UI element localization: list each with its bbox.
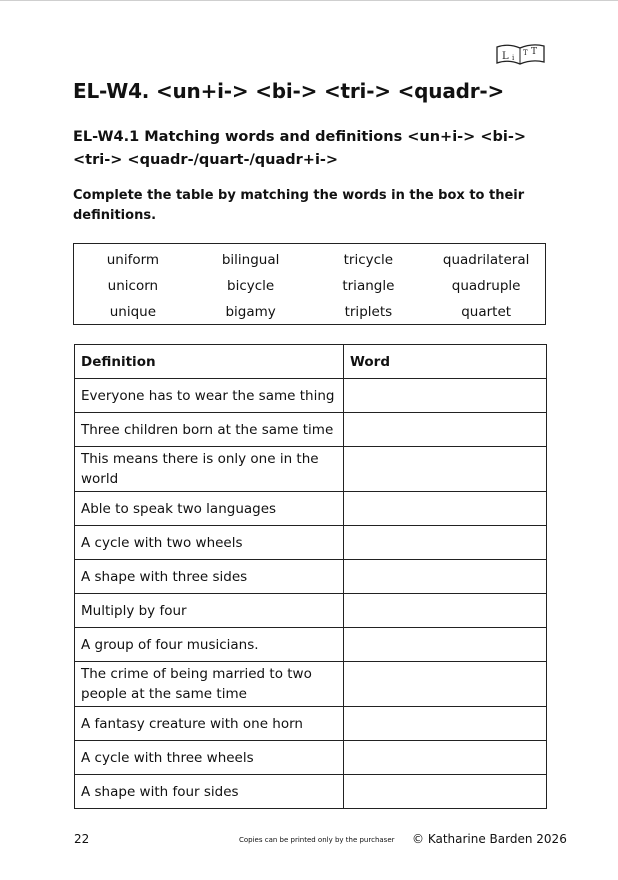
- table-header-row: [75, 345, 547, 379]
- definition-cell: Everyone has to wear the same thing: [75, 379, 344, 413]
- word-box-item: tricycle: [343, 252, 394, 268]
- definition-cell: Able to speak two languages: [75, 492, 344, 526]
- copyright-notice: © Katharine Barden 2026: [412, 832, 567, 846]
- page-title: EL-W4. <un+i-> <bi-> <tri-> <quadr->: [73, 79, 505, 103]
- svg-text:i: i: [512, 54, 515, 62]
- word-header: Word: [344, 345, 547, 379]
- word-answer-cell[interactable]: [344, 707, 547, 741]
- page-number: 22: [74, 832, 90, 846]
- word-box-item: unicorn: [107, 278, 159, 294]
- copy-notice: Copies can be printed only by the purchaser: [239, 836, 395, 844]
- definition-header: Definition: [75, 345, 344, 379]
- table-row: [75, 775, 547, 809]
- word-answer-cell[interactable]: [344, 413, 547, 447]
- table-row: [75, 413, 547, 447]
- table-row: [75, 526, 547, 560]
- instructions: Complete the table by matching the words in the box to their definitions.: [73, 188, 525, 223]
- table-row: [75, 707, 547, 741]
- word-box-item: quartet: [461, 304, 512, 320]
- svg-text:T: T: [523, 49, 528, 57]
- word-box-item: triangle: [342, 278, 395, 294]
- word-answer-cell[interactable]: [344, 741, 547, 775]
- word-answer-cell[interactable]: [344, 492, 547, 526]
- word-box-row: [74, 247, 545, 273]
- definition-cell: A cycle with three wheels: [75, 741, 344, 775]
- section-subtitle: EL-W4.1 Matching words and definitions <un+i-> <bi-> <tri-> <quadr-/quart-/quadr+i->: [73, 129, 527, 168]
- definition-cell: Three children born at the same time: [75, 413, 344, 447]
- word-answer-cell[interactable]: [344, 379, 547, 413]
- word-answer-cell[interactable]: [344, 594, 547, 628]
- word-box-item: unique: [109, 304, 157, 320]
- word-box-item: triplets: [344, 304, 393, 320]
- word-answer-cell[interactable]: [344, 628, 547, 662]
- word-box-item: bilingual: [221, 252, 280, 268]
- word-box-item: bigamy: [225, 304, 276, 320]
- table-row: [75, 492, 547, 526]
- definition-cell: A group of four musicians.: [75, 628, 344, 662]
- table-row: [75, 379, 547, 413]
- word-answer-cell[interactable]: [344, 560, 547, 594]
- page-top-rule: [0, 0, 618, 1]
- table-row: [75, 560, 547, 594]
- definition-cell: A cycle with two wheels: [75, 526, 344, 560]
- definition-cell: A shape with four sides: [75, 775, 344, 809]
- word-box-row: [74, 299, 545, 325]
- lift-logo-icon: [494, 40, 547, 68]
- definition-cell: Multiply by four: [75, 594, 344, 628]
- definition-cell: This means there is only one in the world: [75, 447, 344, 492]
- svg-text:T: T: [531, 47, 538, 57]
- word-answer-cell[interactable]: [344, 447, 547, 492]
- word-box-item: quadrilateral: [442, 252, 530, 268]
- definition-table: [74, 344, 547, 809]
- definition-cell: A shape with three sides: [75, 560, 344, 594]
- word-answer-cell[interactable]: [344, 526, 547, 560]
- svg-text:L: L: [502, 51, 509, 62]
- table-row: [75, 662, 547, 707]
- table-row: [75, 594, 547, 628]
- definition-cell: The crime of being married to two people at the same time: [75, 662, 344, 707]
- table-row: [75, 628, 547, 662]
- word-box-item: uniform: [106, 252, 160, 268]
- table-row: [75, 741, 547, 775]
- word-box-item: bicycle: [227, 278, 275, 294]
- table-row: [75, 447, 547, 492]
- word-answer-cell[interactable]: [344, 775, 547, 809]
- word-box: [73, 243, 546, 325]
- word-answer-cell[interactable]: [344, 662, 547, 707]
- word-box-item: quadruple: [451, 278, 521, 294]
- word-box-row: [74, 273, 545, 299]
- definition-cell: A fantasy creature with one horn: [75, 707, 344, 741]
